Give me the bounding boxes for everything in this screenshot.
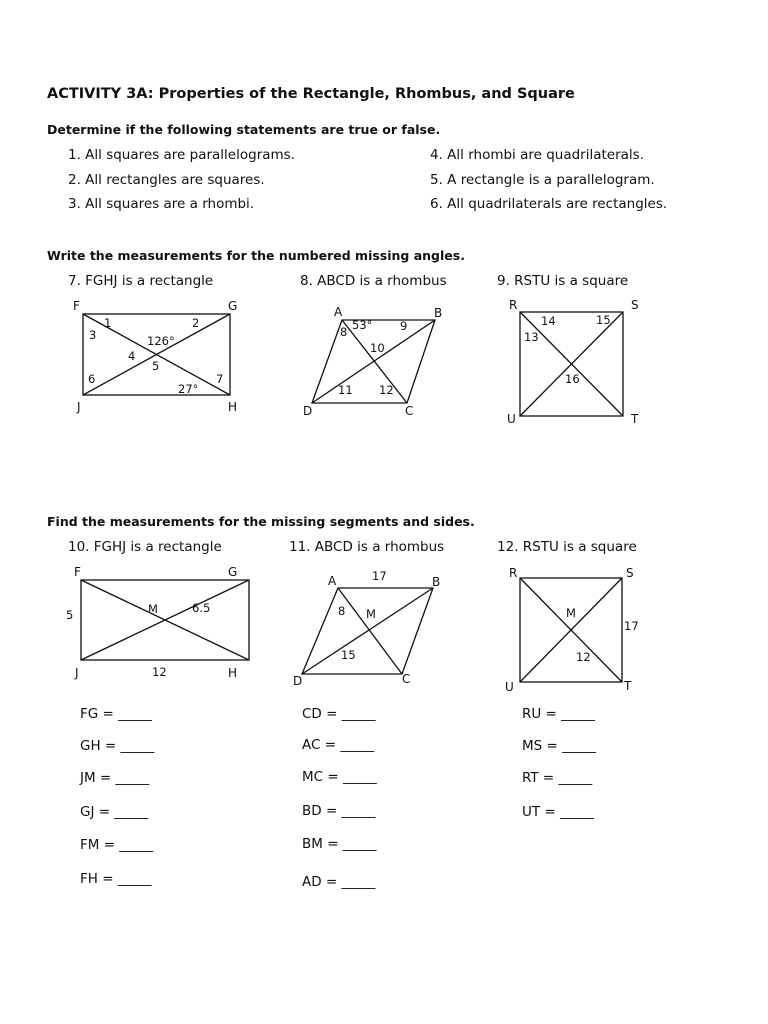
fig9-caption: 9. RSTU is a square [497, 273, 629, 289]
answer-jm[interactable]: JM = _____ [80, 770, 150, 786]
vertex-r: R [509, 298, 518, 312]
vertex-u: U [505, 680, 514, 694]
angle-label-11: 11 [338, 383, 353, 397]
answer-ut[interactable]: UT = _____ [522, 804, 594, 820]
vertex-b: B [432, 575, 441, 589]
segment-label-6-5: 6.5 [192, 601, 211, 615]
statement-1: 1. All squares are parallelograms. [68, 147, 295, 163]
vertex-f: F [73, 299, 80, 313]
answer-fm[interactable]: FM = _____ [80, 837, 154, 853]
angle-label-10: 10 [370, 341, 385, 355]
vertex-c: C [402, 672, 411, 686]
statement-5: 5. A rectangle is a parallelogram. [430, 172, 655, 188]
fig11-caption: 11. ABCD is a rhombus [289, 539, 445, 555]
answer-ms[interactable]: MS = _____ [522, 738, 596, 754]
vertex-s: S [626, 566, 634, 580]
vertex-h: H [228, 666, 238, 680]
midpoint-m: M [148, 602, 158, 616]
answer-gh[interactable]: GH = _____ [80, 738, 155, 754]
answer-ru[interactable]: RU = _____ [522, 706, 595, 722]
answer-ac[interactable]: AC = _____ [302, 737, 375, 753]
angle-label-3: 3 [89, 328, 97, 342]
side-label-17: 17 [624, 619, 639, 633]
statement-4: 4. All rhombi are quadrilaterals. [430, 147, 645, 163]
angle-label-53: 53° [352, 318, 373, 332]
angle-label-7: 7 [216, 372, 224, 386]
section-angles-heading: Write the measurements for the numbered missing angles. [47, 248, 465, 263]
angle-label-4: 4 [128, 349, 136, 363]
answer-cd[interactable]: CD = _____ [302, 706, 376, 722]
statement-3: 3. All squares are a rhombi. [68, 196, 255, 212]
fig10-rectangle-diagram [60, 560, 260, 685]
angle-label-6: 6 [88, 372, 96, 386]
angle-label-15: 15 [596, 313, 611, 327]
segment-label-12: 12 [576, 650, 591, 664]
answer-bd[interactable]: BD = _____ [302, 803, 376, 819]
angle-label-5: 5 [152, 359, 160, 373]
vertex-j: J [77, 400, 81, 414]
answer-fg[interactable]: FG = _____ [80, 706, 152, 722]
fig7-caption: 7. FGHJ is a rectangle [68, 273, 214, 289]
segment-label-5: 5 [66, 608, 74, 622]
angle-label-14: 14 [541, 314, 556, 328]
vertex-b: B [434, 306, 443, 320]
midpoint-m: M [366, 607, 376, 621]
angle-label-1: 1 [104, 316, 112, 330]
vertex-j: J [75, 666, 79, 680]
fig9-square-diagram [500, 295, 650, 430]
vertex-h: H [228, 400, 238, 414]
segment-label-12: 12 [152, 665, 167, 679]
section-segments-heading: Find the measurements for the missing segments and sides. [47, 514, 475, 529]
vertex-f: F [74, 565, 81, 579]
vertex-a: A [328, 574, 337, 588]
section-true-false-heading: Determine if the following statements are true or false. [47, 122, 441, 137]
side-label-17: 17 [372, 569, 387, 583]
vertex-d: D [293, 674, 303, 688]
fig10-caption: 10. FGHJ is a rectangle [68, 539, 222, 555]
vertex-g: G [228, 299, 238, 313]
page-title: ACTIVITY 3A: Properties of the Rectangle, Rhombus, and Square [47, 86, 575, 102]
fig12-square-diagram [500, 560, 650, 695]
vertex-g: G [228, 565, 238, 579]
statement-6: 6. All quadrilaterals are rectangles. [430, 196, 668, 212]
vertex-t: T [624, 679, 632, 693]
vertex-c: C [405, 404, 414, 418]
angle-label-2: 2 [192, 316, 200, 330]
segment-label-15: 15 [341, 648, 356, 662]
answer-fh[interactable]: FH = _____ [80, 871, 152, 887]
angle-label-13: 13 [524, 330, 539, 344]
answer-gj[interactable]: GJ = _____ [80, 804, 149, 820]
vertex-r: R [509, 566, 518, 580]
vertex-s: S [631, 298, 639, 312]
fig8-caption: 8. ABCD is a rhombus [300, 273, 447, 289]
segment-label-8: 8 [338, 604, 346, 618]
answer-ad[interactable]: AD = _____ [302, 874, 376, 890]
angle-label-9: 9 [400, 319, 408, 333]
answer-mc[interactable]: MC = _____ [302, 769, 377, 785]
angle-label-27: 27° [178, 382, 199, 396]
vertex-d: D [303, 404, 313, 418]
answer-rt[interactable]: RT = _____ [522, 770, 593, 786]
angle-label-12: 12 [379, 383, 394, 397]
vertex-t: T [631, 412, 639, 426]
angle-label-8: 8 [340, 325, 348, 339]
fig11-rhombus-diagram [290, 565, 450, 690]
vertex-a: A [334, 305, 343, 319]
statement-2: 2. All rectangles are squares. [68, 172, 265, 188]
vertex-u: U [507, 412, 516, 426]
angle-label-16: 16 [565, 372, 580, 386]
answer-bm[interactable]: BM = _____ [302, 836, 377, 852]
fig12-caption: 12. RSTU is a square [497, 539, 637, 555]
fig8-rhombus-diagram [295, 300, 455, 422]
midpoint-m: M [566, 606, 576, 620]
angle-label-126: 126° [147, 334, 175, 348]
fig7-rectangle-diagram [60, 295, 260, 420]
